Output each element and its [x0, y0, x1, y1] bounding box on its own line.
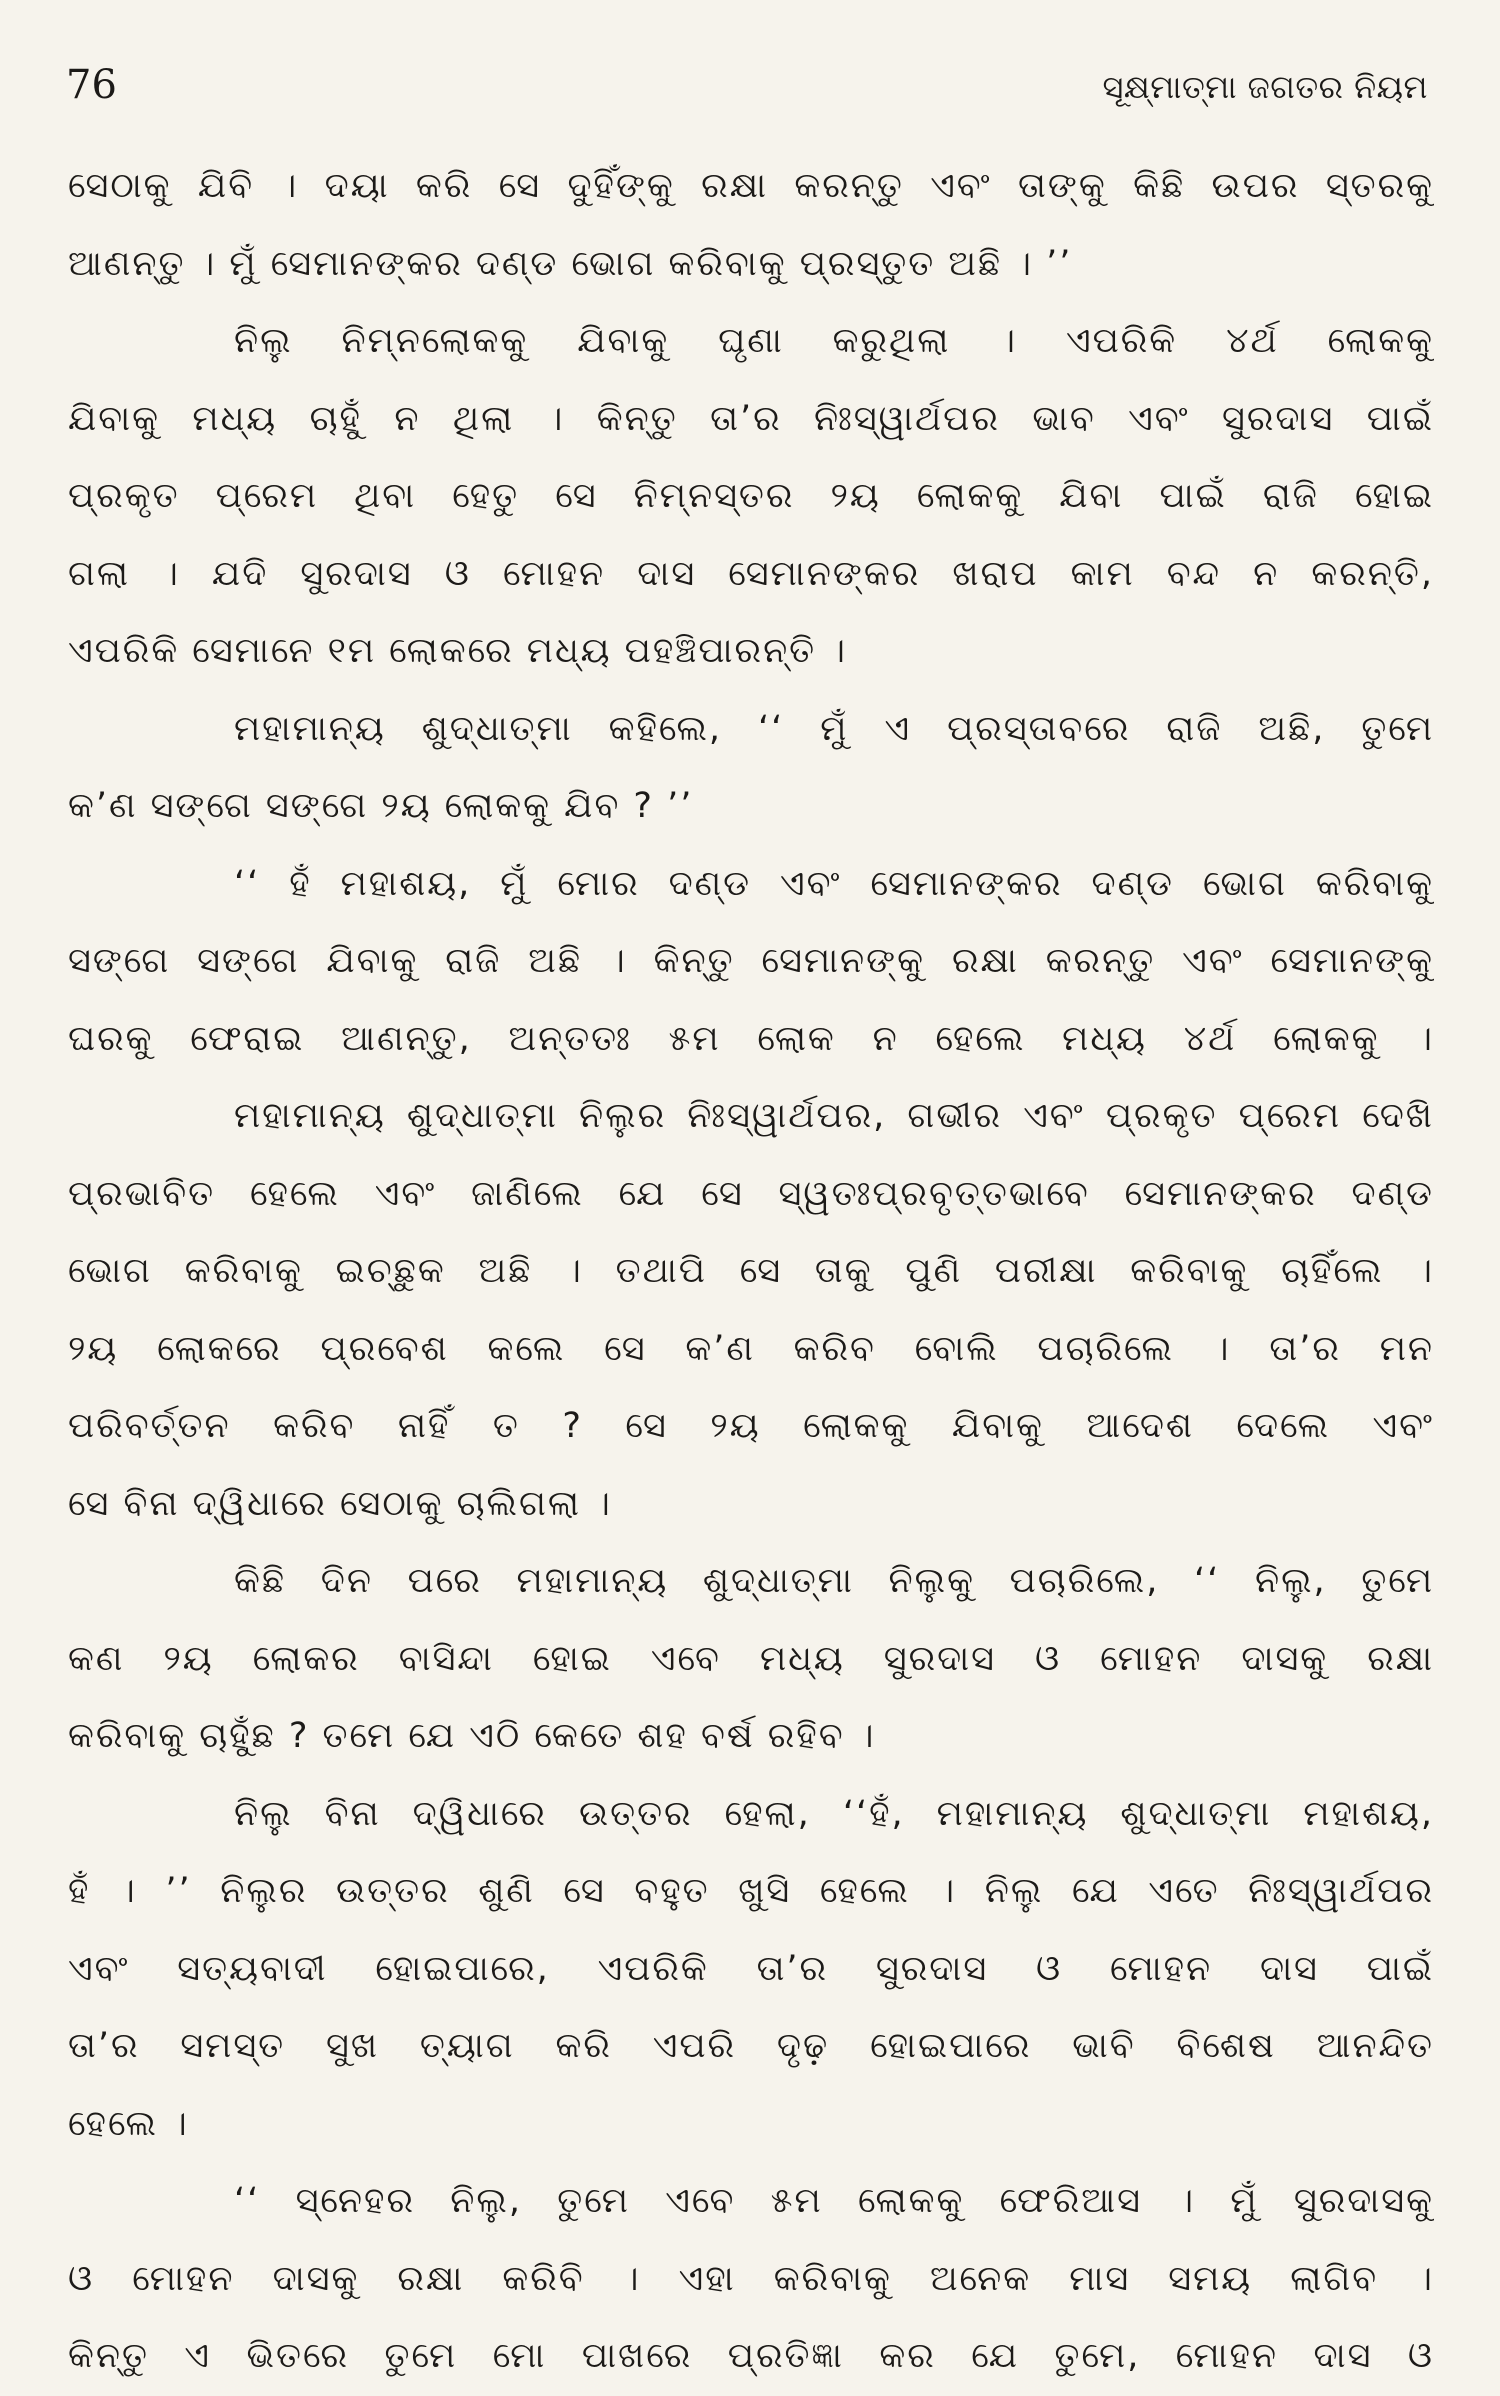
- text-line: ନିଲୁ ବିନା ଦ୍ୱିଧାରେ ଉତ୍ତର ହେଲା, ‘‘ହଁ, ମହାମାନ୍ୟ ଶୁଦ୍ଧାତ୍ମା ମହାଶୟ,: [234, 1793, 1434, 1834]
- text-line: ପ୍ରକୃତ ପ୍ରେମ ଥିବା ହେତୁ ସେ ନିମ୍ନସ୍ତର ୨ୟ ଲୋକକୁ ଯିବା ପାଇଁ ରାଜି ହୋଇ: [68, 476, 1434, 516]
- text-line: ହଁ । ’’ ନିଲୁର ଉତ୍ତର ଶୁଣି ସେ ବହୁତ ଖୁସି ହେଲେ । ନିଲୁ ଯେ ଏତେ ନିଃସ୍ୱାର୍ଥପର: [68, 1871, 1434, 1911]
- text-line: ଓ ମୋହନ ଦାସକୁ ରକ୍ଷା କରିବି । ଏହା କରିବାକୁ ଅନେକ ମାସ ସମୟ ଲାଗିବ ।: [68, 2258, 1434, 2299]
- text-line: ସେଠାକୁ ଯିବି । ଦୟା କରି ସେ ଦୁହିଁଙ୍କୁ ରକ୍ଷା କରନ୍ତୁ ଏବଂ ତାଙ୍କୁ କିଛି ଉପର ସ୍ତରକୁ: [68, 166, 1434, 206]
- text-line: ଭୋଗ କରିବାକୁ ଇଚ୍ଛୁକ ଅଛି । ତଥାପି ସେ ତାକୁ ପୁଣି ପରୀକ୍ଷା କରିବାକୁ ଚାହିଁଲେ ।: [68, 1251, 1434, 1291]
- text-line: ପରିବର୍ତ୍ତନ କରିବ ନାହିଁ ତ ? ସେ ୨ୟ ଲୋକକୁ ଯିବାକୁ ଆଦେଶ ଦେଲେ ଏବଂ: [68, 1406, 1434, 1446]
- text-line: ଗଲା । ଯଦି ସୁରଦାସ ଓ ମୋହନ ଦାସ ସେମାନଙ୍କର ଖରାପ କାମ ବନ୍ଦ ନ କରନ୍ତି,: [68, 553, 1434, 594]
- text-line: ଘରକୁ ଫେରାଇ ଆଣନ୍ତୁ, ଅନ୍ତତଃ ୫ମ ଲୋକ ନ ହେଲେ ମଧ୍ୟ ୪ର୍ଥ ଲୋକକୁ ।: [68, 1018, 1434, 1059]
- text-line: ମହାମାନ୍ୟ ଶୁଦ୍ଧାତ୍ମା କହିଲେ, ‘‘ ମୁଁ ଏ ପ୍ରସ୍ତାବରେ ରାଜି ଅଛି, ତୁମେ: [234, 708, 1434, 749]
- text-line: ତା’ର ସମସ୍ତ ସୁଖ ତ୍ୟାଗ କରି ଏପରି ଦୃଢ଼ ହୋଇପାରେ ଭାବି ବିଶେଷ ଆନନ୍ଦିତ: [68, 2026, 1434, 2066]
- text-line: କ’ଣ ସଙ୍ଗେ ସଙ୍ଗେ ୨ୟ ଲୋକକୁ ଯିବ ? ’’: [68, 786, 694, 826]
- text-line: ନିଲୁ ନିମ୍ନଲୋକକୁ ଯିବାକୁ ଘୃଣା କରୁଥିଲା । ଏପରିକି ୪ର୍ଥ ଲୋକକୁ: [234, 321, 1434, 361]
- text-line: ସେ ବିନା ଦ୍ୱିଧାରେ ସେଠାକୁ ଚାଲିଗଲା ।: [68, 1483, 612, 1524]
- text-line: ଏପରିକି ସେମାନେ ୧ମ ଲୋକରେ ମଧ୍ୟ ପହଞ୍ଚିପାରନ୍ତି ।: [68, 631, 848, 671]
- text-line: ଆଣନ୍ତୁ । ମୁଁ ସେମାନଙ୍କର ଦଣ୍ଡ ଭୋଗ କରିବାକୁ ପ୍ରସ୍ତୁତ ଅଛି । ’’: [68, 243, 1073, 284]
- text-line: ଯିବାକୁ ମଧ୍ୟ ଚାହୁଁ ନ ଥିଲା । କିନ୍ତୁ ତା’ର ନିଃସ୍ୱାର୍ଥପର ଭାବ ଏବଂ ସୁରଦାସ ପାଇଁ: [68, 398, 1434, 439]
- text-line: କିନ୍ତୁ ଏ ଭିତରେ ତୁମେ ମୋ ପାଖରେ ପ୍ରତିଜ୍ଞା କର ଯେ ତୁମେ, ମୋହନ ଦାସ ଓ: [68, 2336, 1434, 2376]
- text-line: ମହାମାନ୍ୟ ଶୁଦ୍ଧାତ୍ମା ନିଲୁର ନିଃସ୍ୱାର୍ଥପର, ଗଭୀର ଏବଂ ପ୍ରକୃତ ପ୍ରେମ ଦେଖି: [234, 1096, 1434, 1136]
- text-line: ୨ୟ ଲୋକରେ ପ୍ରବେଶ କଲେ ସେ କ’ଣ କରିବ ବୋଲି ପଚାରିଲେ । ତା’ର ମନ: [68, 1328, 1434, 1369]
- text-line: ହେଲେ ।: [68, 2103, 189, 2144]
- text-line: ‘‘ ସ୍ନେହର ନିଲୁ, ତୁମେ ଏବେ ୫ମ ଲୋକକୁ ଫେରିଆସ । ମୁଁ ସୁରଦାସକୁ: [234, 2181, 1434, 2221]
- running-title: ସୂକ୍ଷ୍ମାତ୍ମା ଜଗତର ନିୟମ: [1102, 68, 1428, 106]
- text-line: ପ୍ରଭାବିତ ହେଲେ ଏବଂ ଜାଣିଲେ ଯେ ସେ ସ୍ୱତଃପ୍ରବୃତ୍ତଭାବେ ସେମାନଙ୍କର ଦଣ୍ଡ: [68, 1173, 1434, 1214]
- text-line: ଏବଂ ସତ୍ୟବାଦୀ ହୋଇପାରେ, ଏପରିକି ତା’ର ସୁରଦାସ ଓ ମୋହନ ଦାସ ପାଇଁ: [68, 1948, 1434, 1989]
- text-line: ‘‘ ହଁ ମହାଶୟ, ମୁଁ ମୋର ଦଣ୍ଡ ଏବଂ ସେମାନଙ୍କର ଦଣ୍ଡ ଭୋଗ କରିବାକୁ: [234, 863, 1434, 904]
- body-text: [68, 148, 1434, 2396]
- text-line: କିଛି ଦିନ ପରେ ମହାମାନ୍ୟ ଶୁଦ୍ଧାତ୍ମା ନିଲୁକୁ ପଚାରିଲେ, ‘‘ ନିଲୁ, ତୁମେ: [234, 1561, 1434, 1601]
- text-line: କରିବାକୁ ଚାହୁଁଛ ? ତମେ ଯେ ଏଠି କେତେ ଶହ ବର୍ଷ ରହିବ ।: [68, 1716, 876, 1756]
- page-number: 76: [66, 62, 117, 108]
- page-header: [66, 62, 1428, 122]
- text-line: କଣ ୨ୟ ଲୋକର ବାସିନ୍ଦା ହୋଇ ଏବେ ମଧ୍ୟ ସୁରଦାସ ଓ ମୋହନ ଦାସକୁ ରକ୍ଷା: [68, 1638, 1434, 1679]
- text-line: ସଙ୍ଗେ ସଙ୍ଗେ ଯିବାକୁ ରାଜି ଅଛି । କିନ୍ତୁ ସେମାନଙ୍କୁ ରକ୍ଷା କରନ୍ତୁ ଏବଂ ସେମାନଙ୍କୁ: [68, 941, 1434, 981]
